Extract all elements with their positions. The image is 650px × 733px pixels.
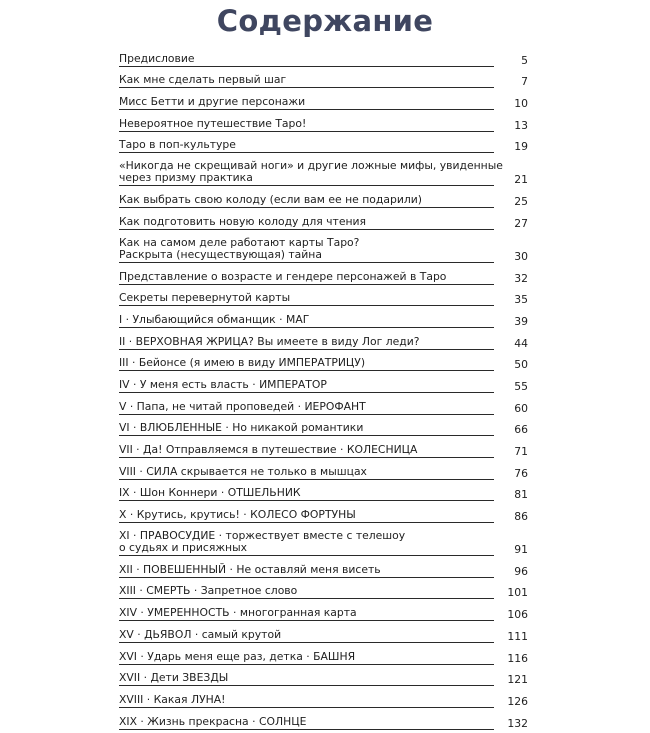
toc-entry-title xyxy=(119,118,494,132)
toc-entry-title-line: Раскрыта (несуществующая) тайна xyxy=(119,247,322,261)
toc-entry-title xyxy=(119,401,494,415)
toc-entry-title xyxy=(119,74,494,88)
toc-entry xyxy=(119,266,528,288)
toc-entry xyxy=(119,70,528,92)
toc-entry xyxy=(119,353,528,375)
table-of-contents xyxy=(119,48,528,733)
toc-entry-title xyxy=(119,292,494,306)
toc-page-number: 111 xyxy=(507,629,528,643)
toc-page-number: 116 xyxy=(507,651,528,665)
toc-entry-title-line: IX · Шон Коннери · ОТШЕЛЬНИК xyxy=(119,486,301,500)
toc-entry-title xyxy=(119,444,494,458)
toc-entry-title xyxy=(119,509,494,523)
toc-entry-title xyxy=(119,194,494,208)
toc-entry xyxy=(119,646,528,668)
toc-page-number: 60 xyxy=(514,401,528,415)
toc-page-number: 25 xyxy=(514,195,528,209)
toc-entry-title-line: XV · ДЬЯВОЛ · самый крутой xyxy=(119,627,282,641)
toc-page-number: 76 xyxy=(514,466,528,480)
toc-entry-title-line: III · Бейонсе (я имею в виду ИМПЕРАТРИЦУ) xyxy=(119,356,366,370)
toc-page-number: 19 xyxy=(514,140,528,154)
toc-entry xyxy=(119,288,528,310)
toc-entry-title-line: Мисс Бетти и другие персонажи xyxy=(119,95,306,109)
toc-entry xyxy=(119,559,528,581)
toc-entry-title-line: VI · ВЛЮБЛЕННЫЕ · Но никакой романтики xyxy=(119,421,364,435)
toc-entry-title-line: Как на самом деле работают карты Таро? xyxy=(119,235,360,249)
page-title: Содержание xyxy=(216,4,434,38)
toc-entry xyxy=(119,711,528,733)
toc-entry-title-line: Таро в поп-культуре xyxy=(119,138,236,152)
toc-entry xyxy=(119,602,528,624)
toc-page-number: 71 xyxy=(514,445,528,458)
toc-entry-title xyxy=(119,466,494,480)
toc-entry-title-line: Как выбрать свою колоду (если вам ее не подарили) xyxy=(119,193,422,207)
toc-page-number: 7 xyxy=(521,75,528,89)
toc-entry-title xyxy=(119,139,494,153)
toc-page-number: 66 xyxy=(514,423,528,437)
toc-entry-title-line: II · ВЕРХОВНАЯ ЖРИЦА? Вы имеете в виду Лог леди? xyxy=(119,334,420,348)
toc-entry-title xyxy=(119,716,494,730)
toc-page-number: 39 xyxy=(514,314,528,328)
toc-page-number: 132 xyxy=(507,716,528,730)
toc-entry-title xyxy=(119,629,494,643)
toc-entry xyxy=(119,396,528,418)
toc-entry-title-line: XIX · Жизнь прекрасна · СОЛНЦЕ xyxy=(119,714,307,728)
toc-page-number: 35 xyxy=(514,293,528,307)
toc-entry-title xyxy=(119,96,494,110)
toc-entry xyxy=(119,309,528,331)
toc-entry-title xyxy=(119,564,494,578)
toc-entry-title-line: XI · ПРАВОСУДИЕ · торжествует вместе с телешоу xyxy=(119,529,406,543)
toc-page-number: 121 xyxy=(507,673,528,687)
toc-entry-title-line: VIII · СИЛА скрывается не только в мышцах xyxy=(119,464,367,478)
toc-entry-title xyxy=(119,379,494,393)
toc-page-number: 96 xyxy=(514,564,528,578)
toc-entry xyxy=(119,374,528,396)
toc-entry xyxy=(119,526,528,559)
toc-entry-title-line: XVI · Ударь меня еще раз, детка · БАШНЯ xyxy=(119,649,356,663)
toc-entry xyxy=(119,504,528,526)
toc-page-number: 50 xyxy=(514,358,528,372)
toc-entry-title-line: V · Папа, не читай проповедей · ИЕРОФАНТ xyxy=(119,399,366,413)
toc-entry-title xyxy=(119,237,494,263)
toc-page-number: 81 xyxy=(514,488,528,502)
toc-entry-title xyxy=(119,694,494,708)
toc-entry-title-line: VII · Да! Отправляемся в путешествие · КОЛЕСНИЦА xyxy=(119,443,418,456)
toc-page-number: 126 xyxy=(507,694,528,708)
toc-entry-title-line: Как мне сделать первый шаг xyxy=(119,73,287,87)
toc-entry-title xyxy=(119,159,503,186)
toc-entry xyxy=(119,233,528,266)
toc-page-number: 32 xyxy=(514,271,528,285)
toc-entry-title xyxy=(119,357,494,371)
toc-entry xyxy=(119,689,528,711)
toc-page-number: 13 xyxy=(514,118,528,132)
toc-entry-title xyxy=(119,487,494,501)
toc-page-number: 55 xyxy=(514,379,528,393)
toc-entry xyxy=(119,418,528,440)
toc-page-number: 30 xyxy=(514,249,528,263)
toc-entry-title-line: XIV · УМЕРЕННОСТЬ · многогранная карта xyxy=(119,606,357,620)
toc-entry-title-line: IV · У меня есть власть · ИМПЕРАТОР xyxy=(119,377,327,391)
toc-entry-title-line: Как подготовить новую колоду для чтения xyxy=(119,214,367,228)
toc-entry-title xyxy=(119,216,494,230)
toc-entry-title xyxy=(119,271,494,285)
toc-entry-title-line: XVII · Дети ЗВЕЗДЫ xyxy=(119,671,229,685)
toc-entry-title xyxy=(119,585,494,599)
toc-entry-title-line: через призму практика xyxy=(119,171,253,185)
toc-entry-title xyxy=(119,672,494,686)
toc-page-number: 5 xyxy=(521,53,528,67)
toc-page-number: 21 xyxy=(514,173,528,187)
toc-entry xyxy=(119,439,528,461)
toc-page-number: 10 xyxy=(514,97,528,111)
toc-entry-title-line: Секреты перевернутой карты xyxy=(119,291,291,305)
toc-entry-title-line: Предисловие xyxy=(119,51,195,65)
toc-entry xyxy=(119,624,528,646)
toc-entry-title-line: «Никогда не скрещивай ноги» и другие ложные мифы, увиденные xyxy=(119,159,503,173)
toc-entry xyxy=(119,211,528,233)
toc-page-number: 86 xyxy=(514,510,528,524)
toc-page-number: 27 xyxy=(514,216,528,230)
toc-entry xyxy=(119,91,528,113)
toc-entry-title-line: Представление о возрасте и гендере персонажей в Таро xyxy=(119,269,447,283)
toc-entry xyxy=(119,135,528,157)
toc-entry-title xyxy=(119,651,494,665)
toc-page-number: 91 xyxy=(514,543,528,557)
toc-entry-title xyxy=(119,336,494,350)
toc-entry-title-line: X · Крутись, крутись! · КОЛЕСО ФОРТУНЫ xyxy=(119,508,356,522)
toc-entry xyxy=(119,668,528,690)
toc-entry-title-line: XVIII · Какая ЛУНА! xyxy=(119,692,226,706)
toc-entry-title xyxy=(119,422,494,436)
toc-entry xyxy=(119,483,528,505)
toc-entry-title-line: о судьях и присяжных xyxy=(119,541,248,555)
toc-entry xyxy=(119,113,528,135)
toc-page-number: 106 xyxy=(507,608,528,622)
toc-entry xyxy=(119,156,528,189)
toc-entry-title-line: I · Улыбающийся обманщик · МАГ xyxy=(119,312,310,326)
toc-entry-title xyxy=(119,314,494,328)
toc-entry xyxy=(119,461,528,483)
toc-entry-title xyxy=(119,53,494,67)
toc-entry-title-line: XII · ПОВЕШЕННЫЙ · Не оставляй меня висеть xyxy=(119,562,381,576)
toc-page-number: 44 xyxy=(514,336,528,350)
toc-entry-title xyxy=(119,530,494,556)
toc-entry xyxy=(119,189,528,211)
toc-entry-title-line: XIII · СМЕРТЬ · Запретное слово xyxy=(119,584,298,598)
toc-entry xyxy=(119,581,528,603)
toc-page-number: 101 xyxy=(507,586,528,600)
toc-entry xyxy=(119,331,528,353)
toc-entry-title xyxy=(119,607,494,621)
toc-entry-title-line: Невероятное путешествие Таро! xyxy=(119,116,307,130)
toc-entry xyxy=(119,48,528,70)
